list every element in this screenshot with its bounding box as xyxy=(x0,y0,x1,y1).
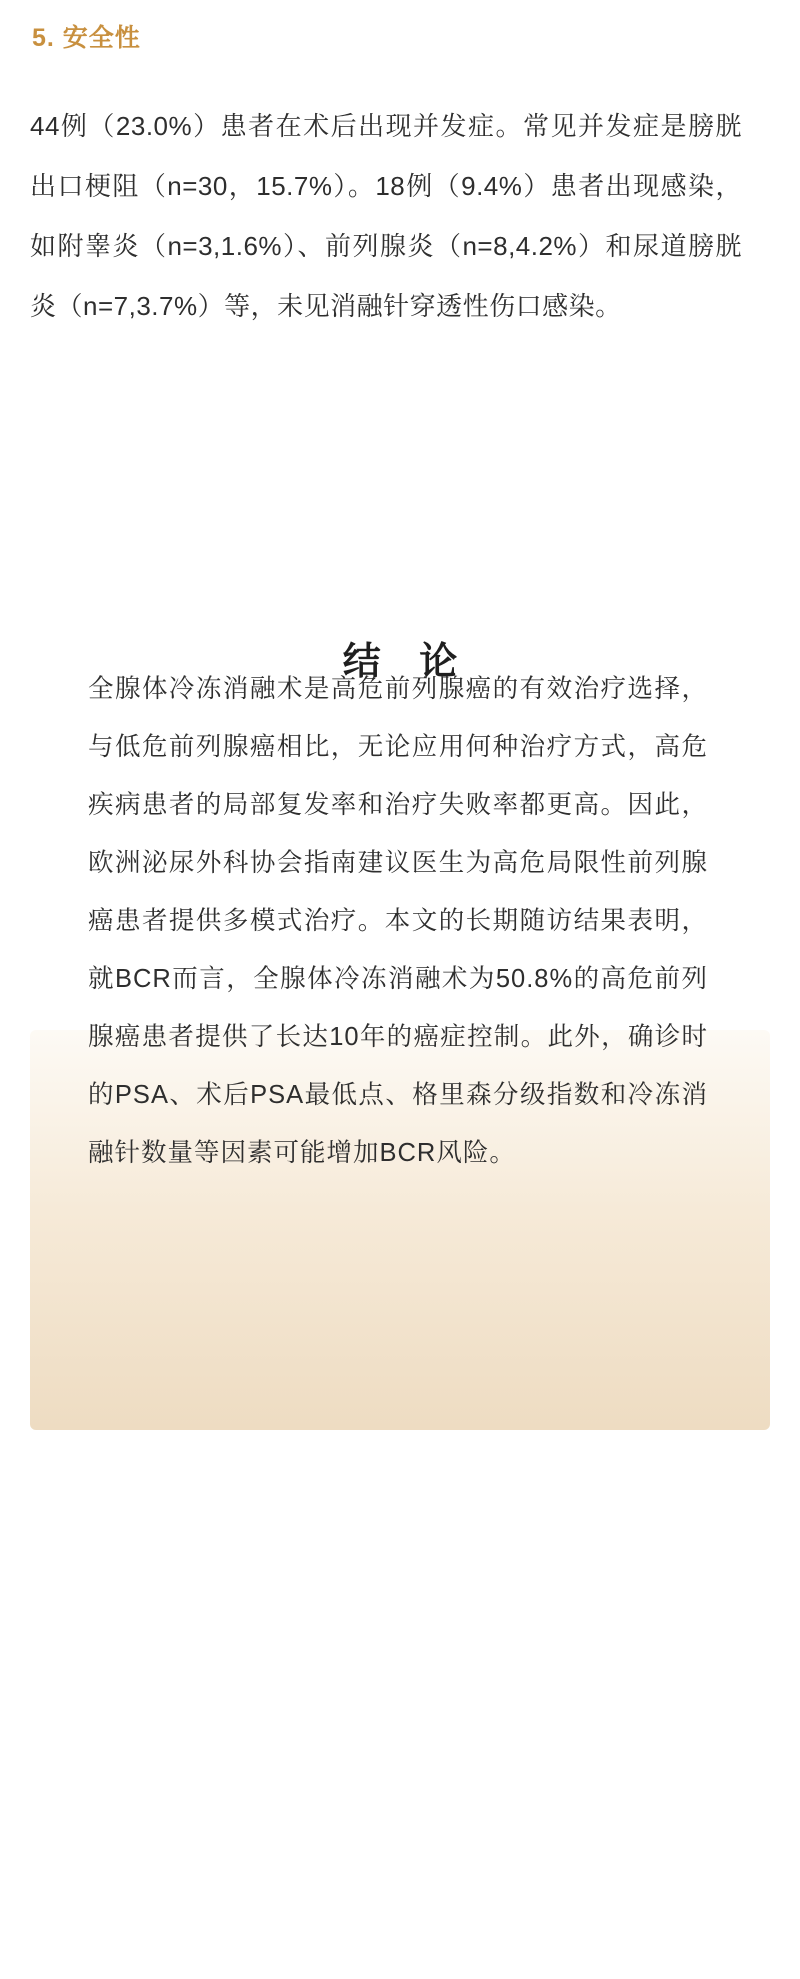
safety-body-paragraph: 44例（23.0%）患者在术后出现并发症。常见并发症是膀胱出口梗阻（n=30，15.7%）。18例（9.4%）患者出现感染，如附睾炎（n=3,1.6%）、前列腺炎（n=8,4.2%）和尿道膀胱炎（n=7,3.7%）等，未见消融针穿透性伤口感染。 xyxy=(30,111,742,321)
conclusion-title: 结 论 xyxy=(342,641,472,683)
conclusion-body-paragraph: 全腺体冷冻消融术是高危前列腺癌的有效治疗选择，与低危前列腺癌相比，无论应用何种治疗方式，高危疾病患者的局部复发率和治疗失败率都更高。因此，欧洲泌尿外科协会指南建议医生为高危局限性前列腺癌患者提供多模式治疗。本文的长期随访结果表明，就BCR而言，全腺体冷冻消融术为50.8%的高危前列腺癌患者提供了长达10年的癌症控制。此外，确诊时的PSA、术后PSA最低点、格里森分级指数和冷冻消融针数量等因素可能增加BCR风险。 xyxy=(88,675,708,1167)
section-heading-safety: 5. 安全性 xyxy=(32,24,141,52)
